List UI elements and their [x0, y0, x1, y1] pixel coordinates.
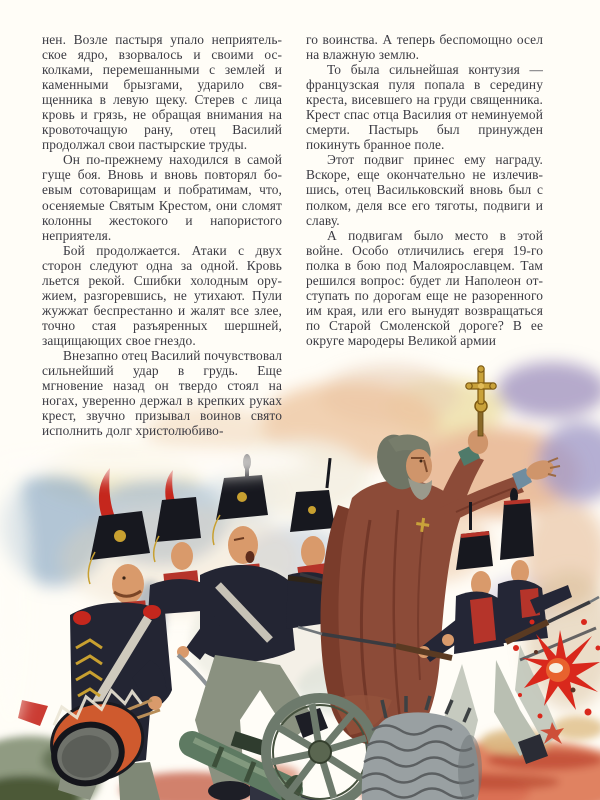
- text-column-left: [42, 32, 282, 438]
- paragraph: нен. Возле пастыря упало неприятельское ядро, взорвалось и своими осколками, перемешанными с землей и каменными брызгами, ударило священника в левую щеку. Стерев с лица кровь и грязь, не обращая внимания на кровоточащую рану, отец Василий продолжал свои пастырские труды.: [42, 32, 282, 153]
- paragraph: То была сильнейшая контузия — французская пуля попала в середину креста, висевшего на груди священника. Крест спас отца Василия от неминуемой смерти. Пастырь был принужден покинуть бранное поле.: [306, 62, 543, 153]
- paragraph: Бой продолжается. Атаки с двух сторон следуют одна за одной. Кровь льется рекой. Сшибки холодным оружием, разгоревшись, не утихают. Пули жужжат беспрестанно и жалят все злее, точно стая разъяренных шершней, защищающих свое гнездо.: [42, 242, 282, 348]
- paragraph: А подвигам было место в этой войне. Особо отличились егеря 19-го полка в бою под Малоярославцем. Там решился вопрос: будет ли Наполеон отступать по дорогам еще не разоренного им края, или его вынудят возвращаться по Старой Смоленской дороге? В ее округе мародеры Великой армии: [306, 227, 543, 348]
- paragraph: го воинства. А теперь беспомощно осел на влажную землю.: [306, 32, 543, 63]
- paragraph: Этот подвиг принес ему награду. Вскоре, еще окончательно не излечившись, отец Васильковский вновь был с полком, деля все его тяготы, подвиги и славу.: [306, 152, 543, 228]
- paragraph: Он по-прежнему находился в самой гуще боя. Вновь и вновь повторял боевым сотоварищам и побратимам, что, осеняемые Святым Крестом, они сломят колонны жестокого и напористого неприятеля.: [42, 152, 282, 243]
- paragraph: Внезапно отец Василий почувствовал сильнейший удар в грудь. Еще мгновение назад он твердо стоял на ногах, уверенно держал в крепких руках крест, звучно призывал воинов свято исполнить долг христолюбиво-: [42, 347, 283, 439]
- text-column-right: [306, 32, 543, 348]
